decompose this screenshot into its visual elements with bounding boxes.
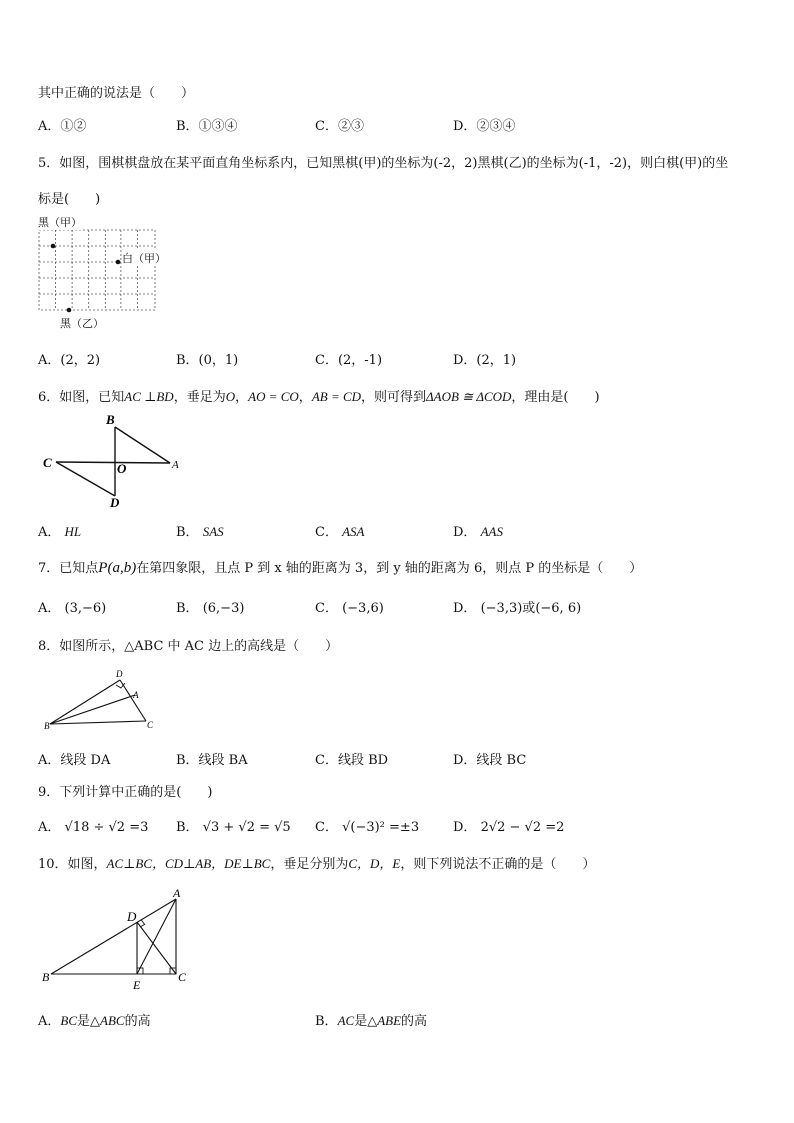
q7-point: P(a,b) [98,560,137,576]
q8-label-c: C [147,720,154,730]
q10-figure [36,884,196,996]
q5-option-c: C．(2，-1) [315,353,383,368]
q4-option-c: C．②③ [315,119,364,134]
q8-figure [36,666,166,734]
q6-label-o: O [117,461,127,476]
q6-figure [36,410,196,515]
q6-label-d: D [110,495,120,510]
q6-option-d: D． AAS [453,524,503,540]
q6-label-a: A [172,459,179,471]
q10-feet: C，D，E [348,856,401,871]
go-board-figure [36,212,176,332]
q6-sep1: ， [235,390,249,405]
q6-cond-ab-cd: AB = CD [311,389,362,404]
q6-prefix: 6．如图，已知 [38,390,125,405]
q5-option-d: D．(2，1) [453,353,517,368]
q7-option-a: A． (3,−6) [38,601,107,616]
white-stone-a [116,260,121,265]
q9-option-c: C． √(−3)² =±3 [315,820,420,835]
q8-option-d: D．线段 BC [453,753,527,768]
q4-option-d: D．②③④ [453,119,516,134]
q8-option-b: B．线段 BA [176,753,248,768]
q10-option-a: A．BC是△ABC的高 [38,1013,151,1029]
q6-cond-ao-co: AO = CO [248,389,299,404]
q6-conclusion: ΔAOB ≅ ΔCOD [426,389,512,404]
q6-mid2: ，则可得到 [361,390,427,405]
q4-option-a: A．①② [38,119,87,134]
q9-option-a: A． √18 ÷ √2 =3 [38,820,149,835]
label-white-a: 白（甲） [122,252,166,265]
q6-label-c: C [43,455,52,470]
q8-option-c: C．线段 BD [315,753,389,768]
q5-option-a: A．(2，2) [38,353,101,368]
q4-option-b: B．①③④ [176,119,238,134]
q8-label-a: A [133,690,139,700]
q10-label-a: A [173,886,181,900]
q10-label-e: E [133,978,141,992]
q6-option-c: C． ASA [315,524,365,540]
q6-suffix: ，理由是( ) [511,390,600,405]
q10-label-b: B [42,970,50,984]
black-stone-b [67,308,72,313]
label-black-a: 黑（甲） [38,216,82,229]
q7-option-b: B． (6,−3) [176,601,245,616]
q9-stem: 9．下列计算中正确的是( ) [38,785,213,800]
q10-option-b: B．AC是△ABE的高 [315,1013,428,1029]
q10-label-d: D [127,909,137,924]
q6-option-a: A． HL [38,524,82,540]
black-stone-a [51,244,56,249]
q5-option-b: B．(0，1) [176,353,239,368]
q6-label-b: B [106,412,115,427]
q8-stem: 8．如图所示，△ABC 中 AC 边上的高线是（ ） [38,639,339,654]
q7-stem: 7．已知点P(a,b)在第四象限，且点 P 到 x 轴的距离为 3，到 y 轴的距离为 6，则点 P 的坐标是（ ） [38,560,643,576]
label-black-b: 黑（乙） [60,317,104,330]
q6-stem [38,386,600,405]
question-4-stem-tail: 其中正确的说法是（ ） [38,86,195,101]
q10-conditions: AC⊥BC，CD⊥AB，DE⊥BC [106,856,271,871]
q6-mid1: ，垂足为 [173,390,226,405]
q8-label-d: D [116,669,123,679]
q7-option-c: C． (−3,6) [315,601,384,616]
q6-foot: O [225,389,236,404]
q6-cond-perpendicular: AC ⊥BD [124,389,174,404]
q10-label-c: C [178,970,187,984]
q8-label-b: B [44,721,50,731]
q6-sep2: ， [298,390,312,405]
q5-stem-line1: 5．如图，围棋棋盘放在某平面直角坐标系内，已知黑棋(甲)的坐标为(-2，2)黑棋(乙)的坐标为(-1，-2)，则白棋(甲)的坐 [38,156,729,171]
q10-stem: 10．如图，AC⊥BC，CD⊥AB，DE⊥BC，垂足分别为C，D，E，则下列说法不正确的是（ ） [38,856,596,872]
q5-stem-line2: 标是( ) [38,192,101,207]
q8-option-a: A．线段 DA [38,753,111,768]
q7-option-d: D． (−3,3)或(−6, 6) [453,601,582,616]
q9-option-b: B． √3 + √2 = √5 [176,820,291,835]
q6-option-b: B． SAS [176,524,224,540]
q9-option-d: D． 2√2 − √2 =2 [453,820,565,835]
